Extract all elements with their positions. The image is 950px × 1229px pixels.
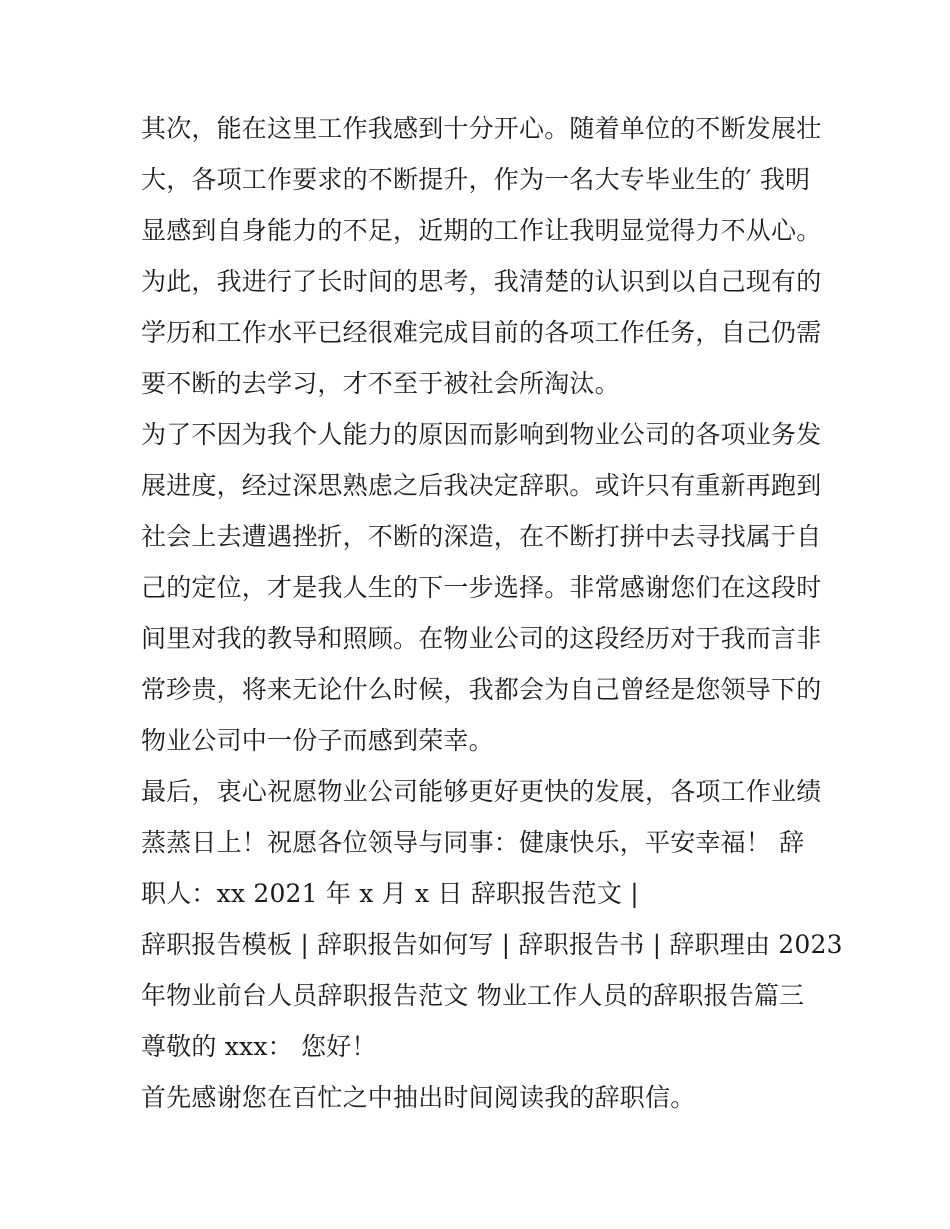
text-line: 为了不因为我个人能力的原因而影响到物业公司的各项业务发 (141, 420, 822, 449)
text-line: 要不断的去学习，才不至于被社会所淘汰。 (141, 369, 620, 398)
text-line: 物业公司中一份子而感到荣幸。 (141, 726, 494, 755)
text-line: 辞职报告模板 | 辞职报告如何写 | 辞职报告书 | 辞职理由 2023 (141, 930, 843, 959)
text-line: 间里对我的教导和照顾。在物业公司的这段经历对于我而言非 (141, 624, 822, 653)
text-line: 蒸蒸日上！祝愿各位领导与同事：健康快乐，平安幸福！ 辞 (141, 828, 805, 857)
text-line: 最后，衷心祝愿物业公司能够更好更快的发展，各项工作业绩 (141, 777, 822, 806)
text-line: 尊敬的 xxx： 您好！ (141, 1032, 377, 1061)
text-line: 大，各项工作要求的不断提升，作为一名大专毕业生的′ 我明 (141, 165, 811, 194)
text-line: 己的定位，才是我人生的下一步选择。非常感谢您们在这段时 (141, 573, 822, 602)
text-line: 为此，我进行了长时间的思考，我清楚的认识到以自己现有的 (141, 267, 822, 296)
text-line: 年物业前台人员辞职报告范文 物业工作人员的辞职报告篇三 (141, 981, 805, 1010)
text-line: 显感到自身能力的不足，近期的工作让我明显觉得力不从心。 (141, 216, 822, 245)
text-line: 常珍贵，将来无论什么时候，我都会为自己曾经是您领导下的 (141, 675, 822, 704)
text-line: 学历和工作水平已经很难完成目前的各项工作任务，自己仍需 (141, 318, 822, 347)
text-line: 职人：xx 2021 年 x 月 x 日 辞职报告范文 | (141, 879, 639, 908)
text-line: 首先感谢您在百忙之中抽出时间阅读我的辞职信。 (141, 1083, 696, 1112)
text-line: 其次，能在这里工作我感到十分开心。随着单位的不断发展壮 (141, 114, 822, 143)
document-body (141, 103, 843, 1123)
text-line: 社会上去遭遇挫折，不断的深造，在不断打拼中去寻找属于自 (141, 522, 822, 551)
text-line: 展进度，经过深思熟虑之后我决定辞职。或许只有重新再跑到 (141, 471, 822, 500)
